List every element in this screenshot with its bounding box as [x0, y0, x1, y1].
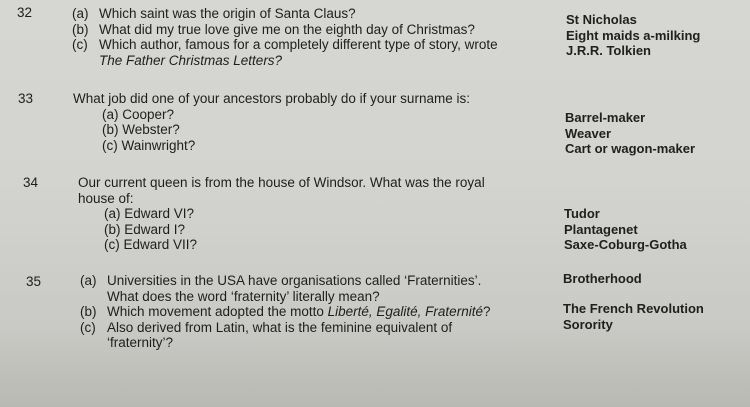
question-34b [78, 222, 485, 238]
question-33c [73, 138, 470, 154]
question-33-intro: What job did one of your ancestors probably do if your surname is: [73, 91, 470, 106]
item-text: Also derived from Latin, what is the feminine equivalent of [107, 319, 453, 335]
book-title: The Father Christmas Letters? [99, 52, 283, 68]
question-34-intro: Our current queen is from the house of Windsor. What was the royal [78, 175, 485, 190]
item-label: (c) [102, 137, 118, 153]
question-35c [80, 320, 490, 336]
question-32 [72, 6, 498, 68]
answer-35a: Brotherhood [563, 271, 642, 286]
question-number-35: 35 [26, 274, 42, 289]
answer-34a: Tudor [564, 206, 600, 221]
question-number-32: 32 [17, 5, 33, 20]
item-text: Which author, famous for a completely different type of story, wrote [99, 37, 498, 52]
answer-33a: Barrel-maker [565, 110, 646, 125]
item-label: (b) [104, 221, 121, 237]
item-text: Edward VII? [123, 237, 198, 252]
question-32c-continued [72, 53, 498, 69]
item-label: (c) [104, 237, 120, 252]
question-35a-continued: What does the word ‘fraternity’ literally mean? [107, 288, 380, 304]
item-label: (a) [104, 206, 121, 221]
item-label: (c) [72, 37, 88, 52]
answer-35b: The French Revolution [563, 301, 704, 316]
item-text: Wainwright? [121, 137, 196, 153]
answer-34b: Plantagenet [564, 221, 638, 237]
answer-34c: Saxe-Coburg-Gotha [564, 237, 687, 252]
question-34-intro-continued: house of: [78, 190, 134, 206]
item-label: (a) [72, 6, 89, 21]
motto: Liberté, Egalité, Fraternité [327, 304, 483, 319]
item-text: Webster? [122, 122, 180, 137]
question-33a [73, 107, 470, 123]
item-text: Cooper? [122, 106, 175, 122]
item-label: (b) [102, 122, 119, 137]
item-text: Edward I? [124, 221, 186, 237]
question-35c-continued: ‘fraternity’? [107, 335, 174, 350]
answer-32a: St Nicholas [566, 12, 637, 27]
question-35a [80, 273, 490, 289]
question-32b [72, 22, 498, 38]
question-number-33: 33 [18, 91, 34, 106]
question-34 [78, 175, 485, 253]
answer-32c: J.R.R. Tolkien [566, 43, 651, 58]
answer-33b: Weaver [565, 125, 612, 141]
answers-34 [564, 206, 687, 253]
question-32c [72, 37, 498, 53]
item-label: (c) [80, 319, 96, 335]
item-text: Which saint was the origin of Santa Claus? [99, 6, 356, 21]
question-33 [73, 91, 470, 153]
question-number-34: 34 [23, 175, 39, 190]
item-label: (a) [80, 273, 97, 288]
answer-32b: Eight maids a-milking [566, 27, 701, 43]
question-32a [72, 6, 498, 22]
item-text-start: Which movement adopted the motto [107, 304, 328, 319]
answers-35bc [563, 301, 704, 332]
question-34c [78, 237, 485, 253]
item-label: (b) [72, 21, 89, 37]
question-35b [80, 304, 490, 320]
answer-35c: Sorority [563, 316, 613, 332]
item-text [107, 304, 490, 320]
question-35 [80, 273, 490, 351]
answers-33 [565, 110, 695, 157]
item-text-end: ? [482, 304, 491, 319]
item-text: Edward VI? [124, 206, 195, 221]
item-label: (b) [80, 304, 97, 319]
item-label: (a) [102, 106, 119, 122]
question-33b [73, 122, 470, 138]
answers-32 [566, 12, 700, 59]
item-text: Universities in the USA have organisations called ‘Fraternities’. [107, 273, 482, 288]
item-text: What did my true love give me on the eighth day of Christmas? [99, 21, 475, 37]
answer-33c: Cart or wagon-maker [565, 141, 696, 156]
question-34a [78, 206, 485, 222]
